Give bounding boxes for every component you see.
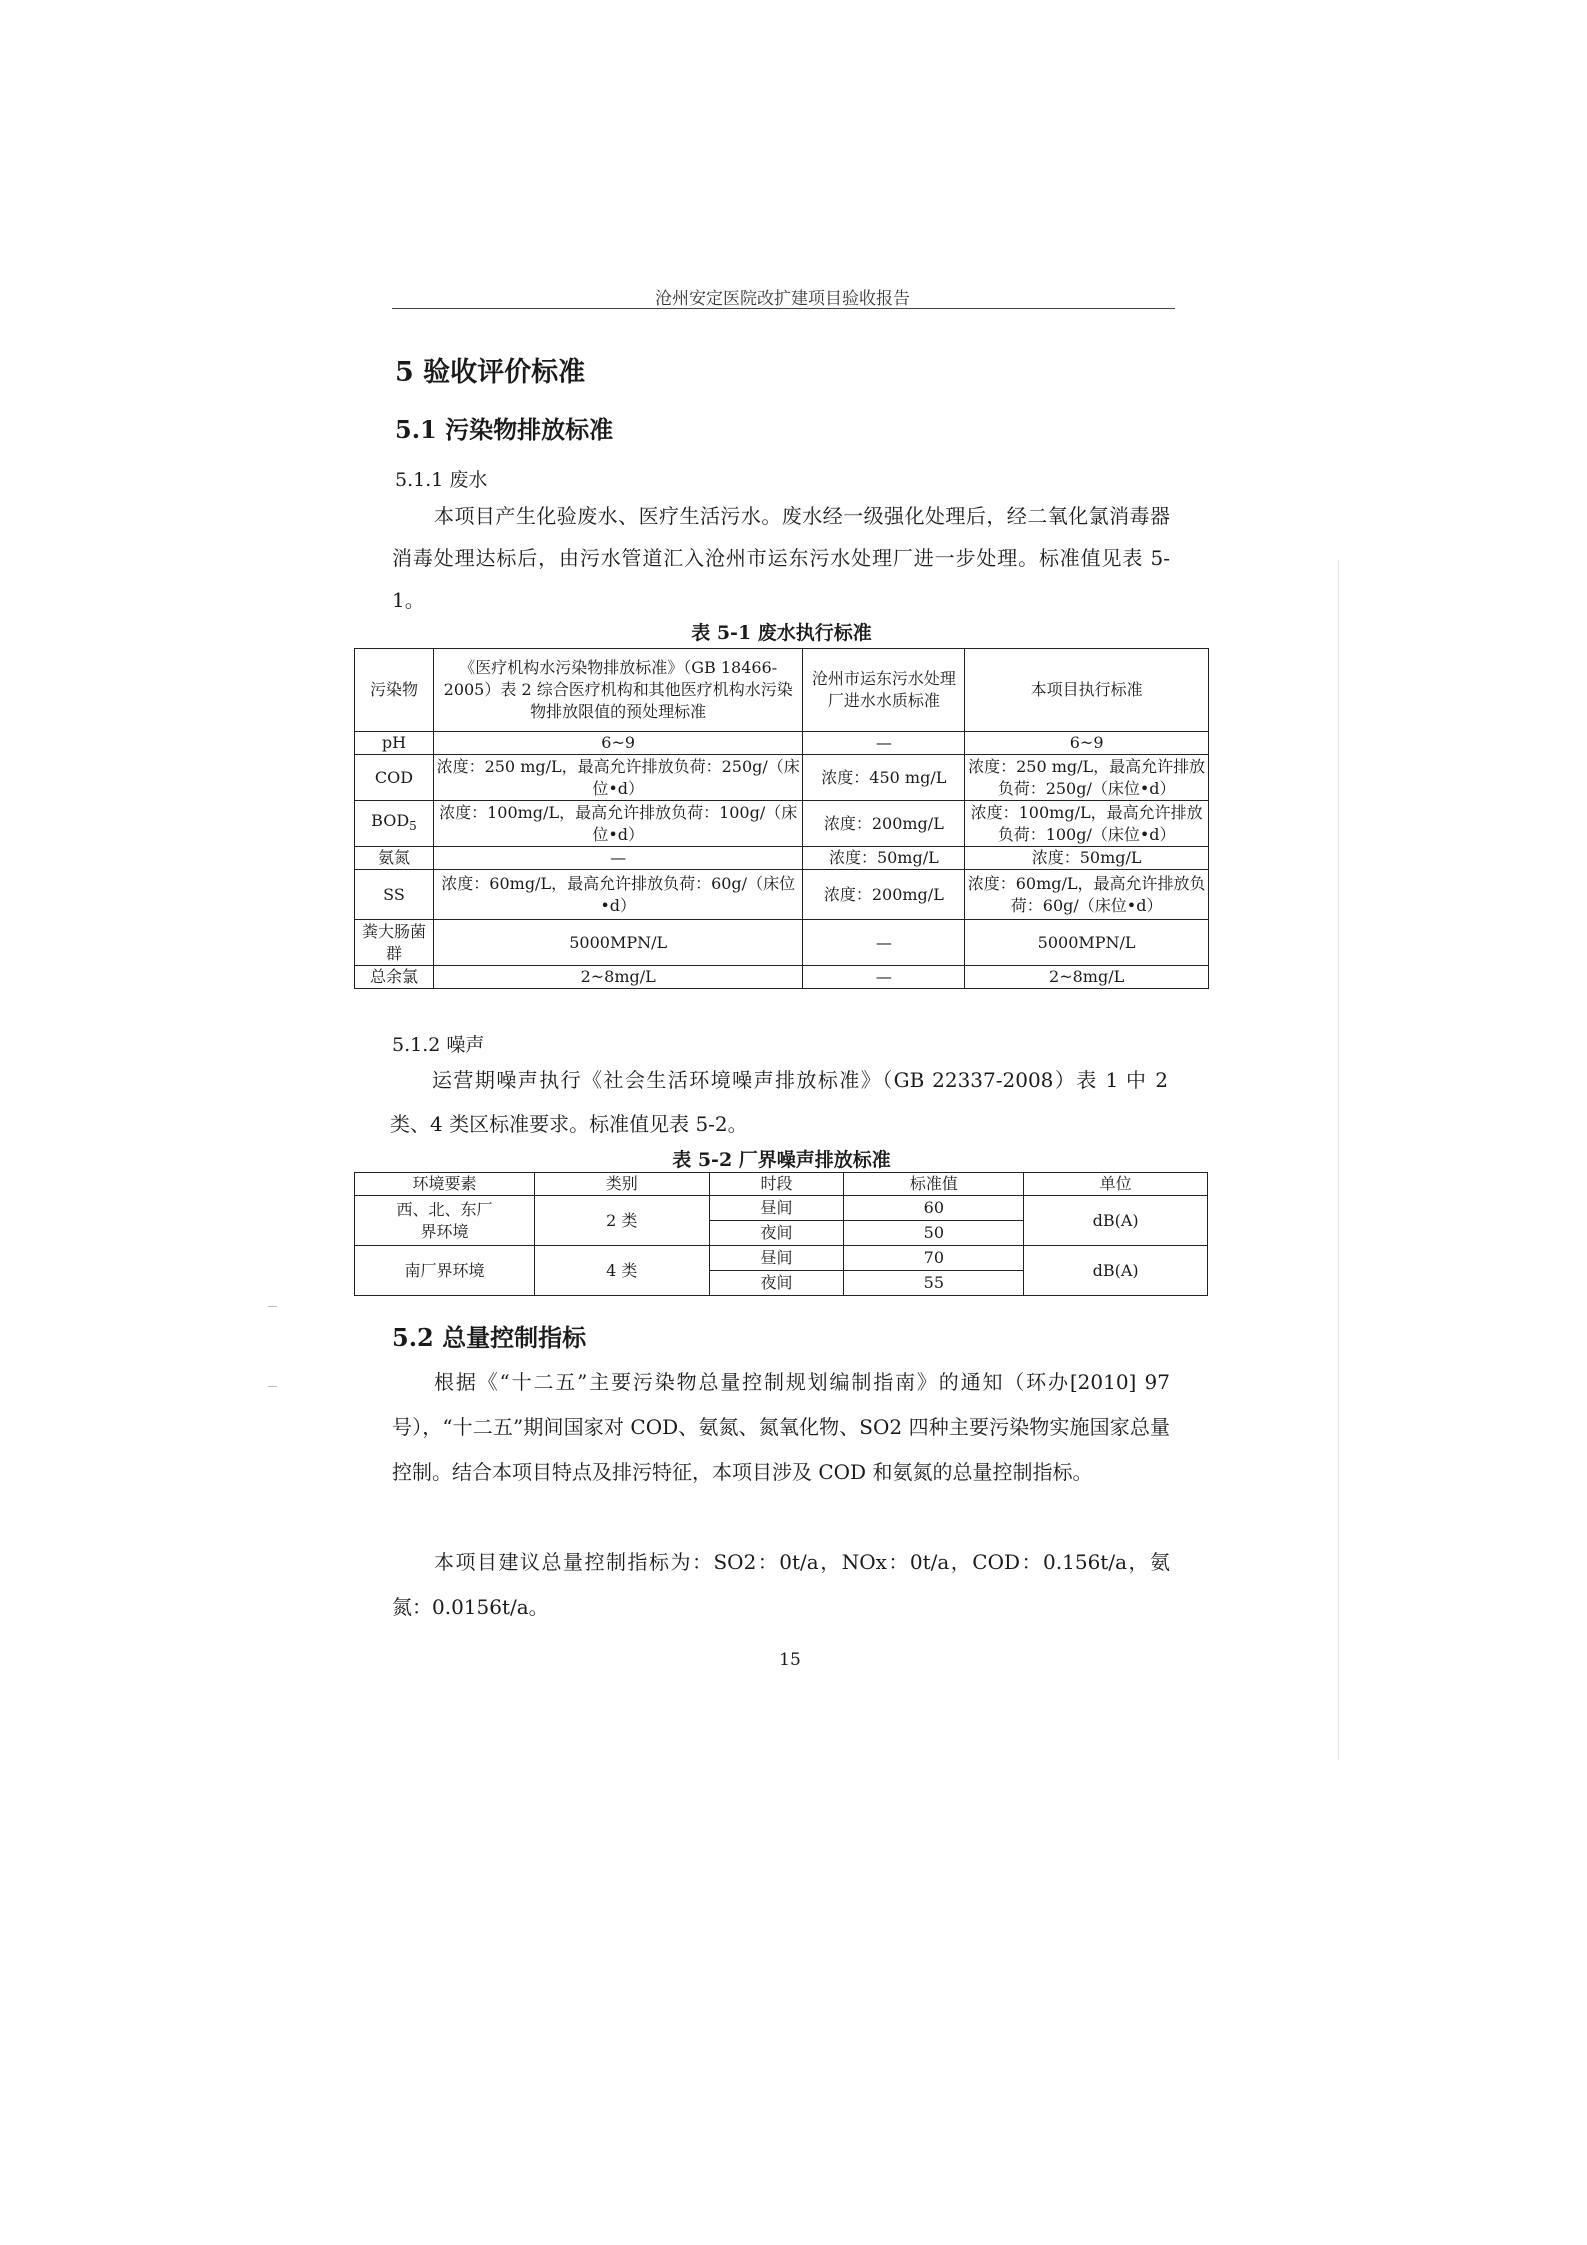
table-cell: 6~9 — [965, 732, 1209, 755]
table-header-row — [355, 1173, 1208, 1196]
table-cell: — — [803, 732, 965, 755]
table-cell: 55 — [844, 1271, 1024, 1296]
table-cell: 氨氮 — [355, 847, 434, 870]
table-cell: 5000MPN/L — [433, 920, 802, 966]
noise-paragraph: 运营期噪声执行《社会生活环境噪声排放标准》（GB 22337-2008）表 1 中 2 类、4 类区标准要求。标准值见表 5-2。 — [390, 1068, 1168, 1136]
running-header: 沧州安定医院改扩建项目验收报告 — [655, 289, 910, 309]
table2-caption: 表 5-2 厂界噪声排放标准 — [672, 1149, 891, 1171]
wastewater-standards-table — [354, 648, 1209, 989]
table-cell: 4 类 — [534, 1246, 709, 1296]
header-cell: 环境要素 — [355, 1173, 535, 1196]
table-row — [355, 1246, 1208, 1271]
table-cell: 浓度：60mg/L，最高允许排放负荷：60g/（床位•d） — [965, 870, 1209, 920]
table-cell: dB(A) — [1024, 1246, 1208, 1296]
table-cell: 昼间 — [709, 1196, 844, 1221]
table-cell: 夜间 — [709, 1221, 844, 1246]
total-control-targets-paragraph: 本项目建议总量控制指标为：SO2：0t/a，NOx：0t/a，COD：0.156t/a，氨氮：0.0156t/a。 — [392, 1550, 1170, 1619]
table-cell: 浓度：200mg/L — [803, 801, 965, 847]
header-cell: 时段 — [709, 1173, 844, 1196]
subsubsection-heading: 5.1.2 噪声 — [392, 1034, 485, 1056]
header-cell: 类别 — [534, 1173, 709, 1196]
table-cell: $BOD_5$ — [355, 801, 434, 847]
table-cell: — — [803, 966, 965, 989]
table-cell: 西、北、东厂界环境 — [355, 1196, 535, 1246]
table-cell: 2~8mg/L — [965, 966, 1209, 989]
table-cell: 总余氯 — [355, 966, 434, 989]
table-cell: 70 — [844, 1246, 1024, 1271]
subsubsection-heading: 5.1.1 废水 — [395, 469, 488, 491]
page-number: 15 — [779, 1650, 801, 1670]
header-cell: 沧州市运东污水处理厂进水水质标准 — [803, 649, 965, 732]
header-cell: 本项目执行标准 — [965, 649, 1209, 732]
total-control-paragraph: 根据《“十二五”主要污染物总量控制规划编制指南》的通知（环办[2010] 97号），“十二五”期间国家对 COD、氨氮、氮氧化物、SO2 四种主要污染物实施国家总量控制。结合本项目特点及排污特征，本项目涉及 COD 和氨氮的总量控制指标。 — [392, 1370, 1170, 1484]
header-cell: 《医疗机构水污染物排放标准》（GB 18466-2005）表 2 综合医疗机构和其他医疗机构水污染物排放限值的预处理标准 — [433, 649, 802, 732]
table-cell: 昼间 — [709, 1246, 844, 1271]
table-cell: 浓度：100mg/L，最高允许排放负荷：100g/（床位•d） — [433, 801, 802, 847]
noise-standards-table — [354, 1172, 1208, 1296]
table-cell: 浓度：250 mg/L，最高允许排放负荷：250g/（床位•d） — [433, 755, 802, 801]
table-row — [355, 847, 1209, 870]
table-cell: — — [433, 847, 802, 870]
header-cell: 标准值 — [844, 1173, 1024, 1196]
table-cell: 6~9 — [433, 732, 802, 755]
table-cell: 浓度：50mg/L — [965, 847, 1209, 870]
table-row — [355, 870, 1209, 920]
table1-caption: 表 5-1 废水执行标准 — [691, 622, 872, 644]
table-row — [355, 1196, 1208, 1221]
table-cell: 浓度：250 mg/L，最高允许排放负荷：250g/（床位•d） — [965, 755, 1209, 801]
table-cell: SS — [355, 870, 434, 920]
table-row — [355, 801, 1209, 847]
table-cell: 2 类 — [534, 1196, 709, 1246]
table-cell: 夜间 — [709, 1271, 844, 1296]
table-cell: pH — [355, 732, 434, 755]
subsection-heading: 5.2 总量控制指标 — [392, 1323, 587, 1352]
section-heading: 5 验收评价标准 — [395, 357, 586, 388]
table-header-row — [355, 649, 1209, 732]
scan-edge — [1338, 560, 1339, 1760]
table-row — [355, 920, 1209, 966]
table-cell: COD — [355, 755, 434, 801]
table-cell: 50 — [844, 1221, 1024, 1246]
table-cell: 南厂界环境 — [355, 1246, 535, 1296]
table-cell: 浓度：50mg/L — [803, 847, 965, 870]
table-cell: 5000MPN/L — [965, 920, 1209, 966]
table-cell: 浓度：60mg/L，最高允许排放负荷：60g/（床位•d） — [433, 870, 802, 920]
header-cell: 单位 — [1024, 1173, 1208, 1196]
wastewater-paragraph: 本项目产生化验废水、医疗生活污水。废水经一级强化处理后，经二氧化氯消毒器消毒处理达标后，由污水管道汇入沧州市运东污水处理厂进一步处理。标准值见表 5-1。 — [392, 504, 1170, 612]
header-cell: 污染物 — [355, 649, 434, 732]
scan-mark — [268, 1386, 277, 1387]
scan-mark — [268, 1306, 277, 1307]
header-rule — [392, 308, 1175, 309]
table-cell: 浓度：100mg/L，最高允许排放负荷：100g/（床位•d） — [965, 801, 1209, 847]
table-cell: 60 — [844, 1196, 1024, 1221]
subsection-heading: 5.1 污染物排放标准 — [395, 415, 614, 444]
table-cell: 浓度：200mg/L — [803, 870, 965, 920]
table-cell: — — [803, 920, 965, 966]
table-cell: 2~8mg/L — [433, 966, 802, 989]
table-cell: 浓度：450 mg/L — [803, 755, 965, 801]
table-row — [355, 966, 1209, 989]
table-cell: 粪大肠菌群 — [355, 920, 434, 966]
table-row — [355, 755, 1209, 801]
table-cell: dB(A) — [1024, 1196, 1208, 1246]
table-row — [355, 732, 1209, 755]
